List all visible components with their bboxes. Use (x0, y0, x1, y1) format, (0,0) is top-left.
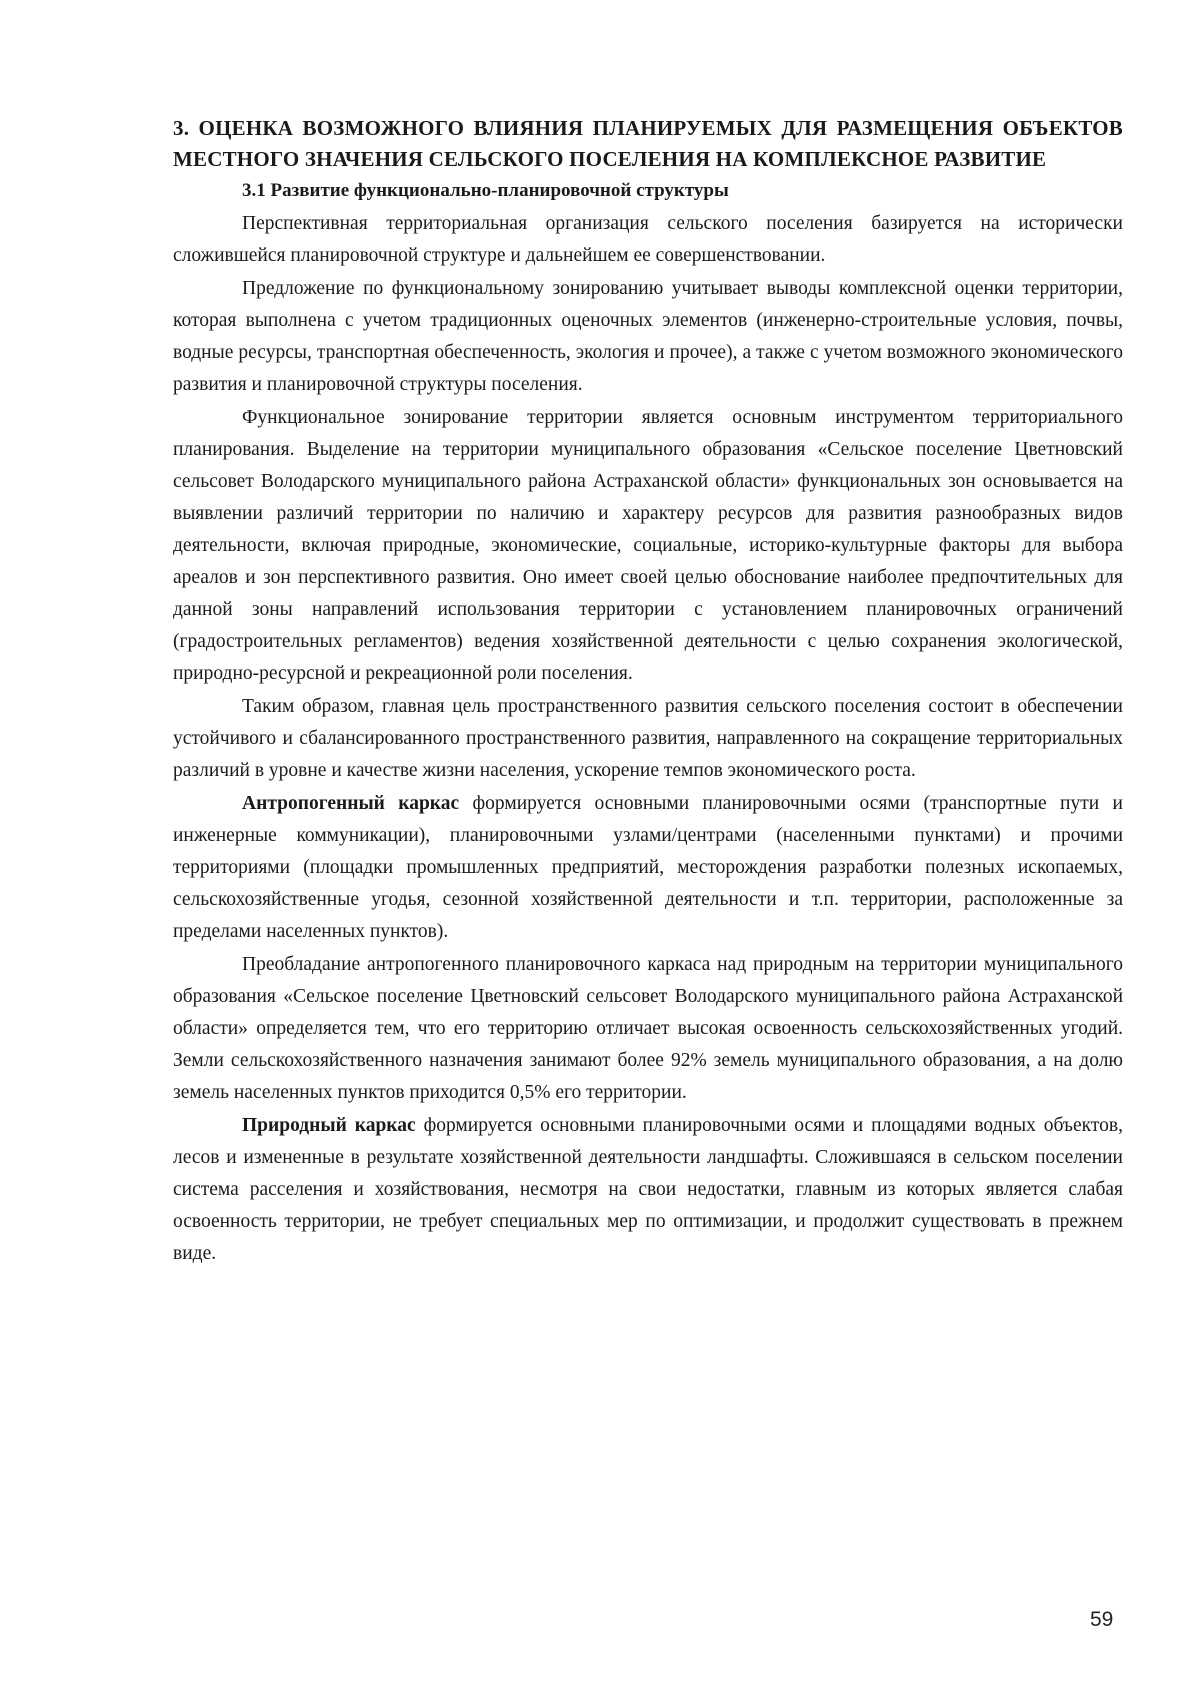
paragraph-text: формируется основными планировочными осями (транспортные пути и инженерные коммуникации), планировочными узлами/центрами (населенными пунктами) и прочими территориями (площадки промышленных предприятий, месторождения разработки полезных ископаемых, сельскохозяйственные угодья, сезонной хозяйственной деятельности и т.п. территории, расположенные за пределами населенных пунктов). (173, 793, 1123, 942)
subsection-heading: 3.1 Развитие функционально-планировочной структуры (242, 180, 729, 201)
section-heading: 3. ОЦЕНКА ВОЗМОЖНОГО ВЛИЯНИЯ ПЛАНИРУЕМЫХ ДЛЯ РАЗМЕЩЕНИЯ ОБЪЕКТОВ МЕСТНОГО ЗНАЧЕНИЯ СЕЛЬСКОГО ПОСЕЛЕНИЯ НА КОМПЛЕКСНОЕ РАЗВИТИЕ (173, 116, 1123, 171)
paragraph-text: формируется основными планировочными осями и площадями водных объектов, лесов и измененные в результате хозяйственной деятельности ландшафты. Сложившаяся в сельском поселении система расселения и хозяйствования, несмотря на свои недостатки, главным из которых является слабая освоенность территории, не требует специальных мер по оптимизации, и продолжит существовать в прежнем виде. (173, 1115, 1123, 1264)
paragraph: Таким образом, главная цель пространственного развития сельского поселения состоит в обеспечении устойчивого и сбалансированного пространственного развития, направленного на сокращение территориальных различий в уровне и качестве жизни населения, ускорение темпов экономического роста. (173, 696, 1123, 781)
paragraph-anthropogenic (173, 788, 1123, 948)
term-anthropogenic: Антропогенный каркас (242, 793, 460, 814)
paragraph: Предложение по функциональному зонированию учитывает выводы комплексной оценки территории, которая выполнена с учетом традиционных оценочных элементов (инженерно-строительные условия, почвы, водные ресурсы, транспортная обеспеченность, экология и прочее), а также с учетом возможного экономического развития и планировочной структуры поселения. (173, 278, 1123, 395)
paragraph: Функциональное зонирование территории является основным инструментом территориального планирования. Выделение на территории муниципального образования «Сельское поселение Цветновский сельсовет Володарского муниципального района Астраханской области» функциональных зон основывается на выявлении различий территории по наличию и характеру ресурсов для развития разнообразных видов деятельности, включая природные, экономические, социальные, историко-культурные факторы для выбора ареалов и зон перспективного развития. Оно имеет своей целью обоснование наиболее предпочтительных для данной зоны направлений использования территории с установлением планировочных ограничений (градостроительных регламентов) ведения хозяйственной деятельности с целью сохранения экологической, природно-ресурсной и рекреационной роли поселения. (173, 407, 1123, 684)
paragraph-natural (173, 1110, 1123, 1270)
term-natural: Природный каркас (242, 1115, 416, 1136)
paragraph: Перспективная территориальная организация сельского поселения базируется на исторически сложившейся планировочной структуре и дальнейшем ее совершенствовании. (173, 213, 1123, 266)
paragraph-prevalence: Преобладание антропогенного планировочного каркаса над природным на территории муниципального образования «Сельское поселение Цветновский сельсовет Володарского муниципального района Астраханской области» определяется тем, что его территорию отличает высокая освоенность сельскохозяйственных угодий. Земли сельскохозяйственного назначения занимают более 92% земель муниципального образования, а на долю земель населенных пунктов приходится 0,5% его территории. (173, 954, 1123, 1103)
page-number: 59 (1090, 1608, 1114, 1631)
page-content (173, 113, 1123, 1271)
